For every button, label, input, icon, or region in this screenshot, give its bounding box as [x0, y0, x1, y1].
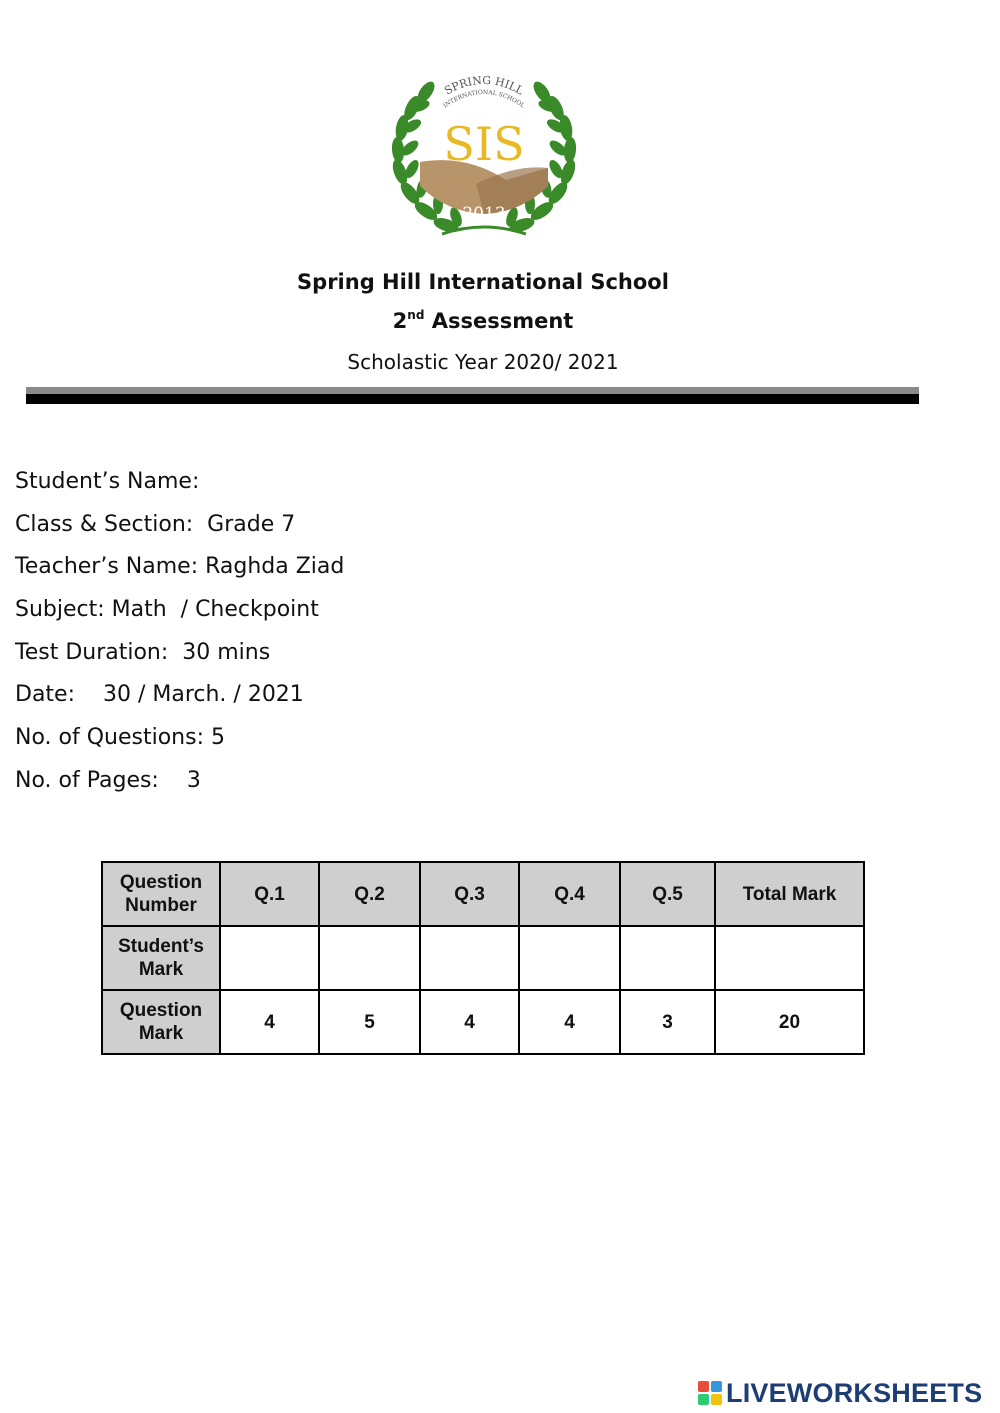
question-mark-q2: 5	[319, 990, 420, 1054]
header-cell-q5: Q.5	[620, 862, 715, 926]
header-cell-q1: Q.1	[220, 862, 319, 926]
liveworksheets-logo-icon	[698, 1381, 722, 1405]
student-mark-q2[interactable]	[319, 926, 420, 990]
liveworksheets-brand-text: LIVEWORKSHEETS	[726, 1377, 983, 1408]
marks-table	[101, 861, 865, 1055]
student-mark-total[interactable]	[715, 926, 864, 990]
num-questions-line: No. of Questions: 5	[15, 725, 225, 751]
header-divider-gray	[26, 387, 919, 394]
assessment-ordinal: 2	[392, 309, 408, 333]
num-pages-line: No. of Pages: 3	[15, 767, 201, 793]
student-info-block	[15, 467, 344, 809]
class-section-line: Class & Section: Grade 7	[15, 511, 296, 537]
logo-arc-subtext: INTERNATIONAL SCHOOL	[442, 88, 526, 110]
date-line: Date: 30 / March. / 2021	[15, 682, 304, 708]
laurel-wreath-logo-icon	[386, 62, 582, 244]
header-divider-black	[26, 394, 919, 404]
row-label-question-mark	[102, 990, 220, 1054]
subject-line: Subject: Math / Checkpoint	[15, 597, 319, 623]
test-duration-line: Test Duration: 30 mins	[15, 639, 271, 665]
question-mark-q5: 3	[620, 990, 715, 1054]
student-mark-q4[interactable]	[519, 926, 620, 990]
question-mark-q3: 4	[420, 990, 519, 1054]
table-row-student-mark	[102, 926, 864, 990]
header-cell-q2: Q.2	[319, 862, 420, 926]
school-name: Spring Hill International School	[297, 270, 669, 294]
row-label-question-number	[102, 862, 220, 926]
student-name-line: Student’s Name:	[15, 469, 200, 494]
logo-arc-text: SPRING HILL	[442, 73, 526, 98]
question-mark-total: 20	[715, 990, 864, 1054]
assessment-ordinal-suffix: nd	[407, 308, 425, 322]
row-label-student-mark	[102, 926, 220, 990]
teacher-name-line: Teacher’s Name: Raghda Ziad	[15, 554, 345, 580]
header-cell-q4: Q.4	[519, 862, 620, 926]
student-mark-q1[interactable]	[220, 926, 319, 990]
question-mark-q4: 4	[519, 990, 620, 1054]
header-cell-q3: Q.3	[420, 862, 519, 926]
assessment-label: Assessment	[431, 309, 574, 333]
header-cell-total: Total Mark	[715, 862, 864, 926]
liveworksheets-brand[interactable]	[698, 1376, 982, 1410]
label-line: Number	[125, 895, 197, 916]
label-line: Mark	[138, 959, 184, 980]
logo-initials: SIS	[443, 117, 525, 171]
label-line: Student’s	[118, 936, 204, 957]
label-line: Question	[119, 872, 203, 893]
student-mark-q5[interactable]	[620, 926, 715, 990]
label-line: Mark	[138, 1023, 184, 1044]
assessment-title	[0, 309, 966, 333]
student-mark-q3[interactable]	[420, 926, 519, 990]
school-logo	[386, 62, 582, 244]
table-row-question-mark	[102, 990, 864, 1054]
question-mark-q1: 4	[220, 990, 319, 1054]
label-line: Question	[119, 1000, 203, 1021]
scholastic-year: Scholastic Year 2020/ 2021	[347, 350, 619, 374]
logo-year: 2013	[462, 204, 506, 224]
table-row-question-number	[102, 862, 864, 926]
